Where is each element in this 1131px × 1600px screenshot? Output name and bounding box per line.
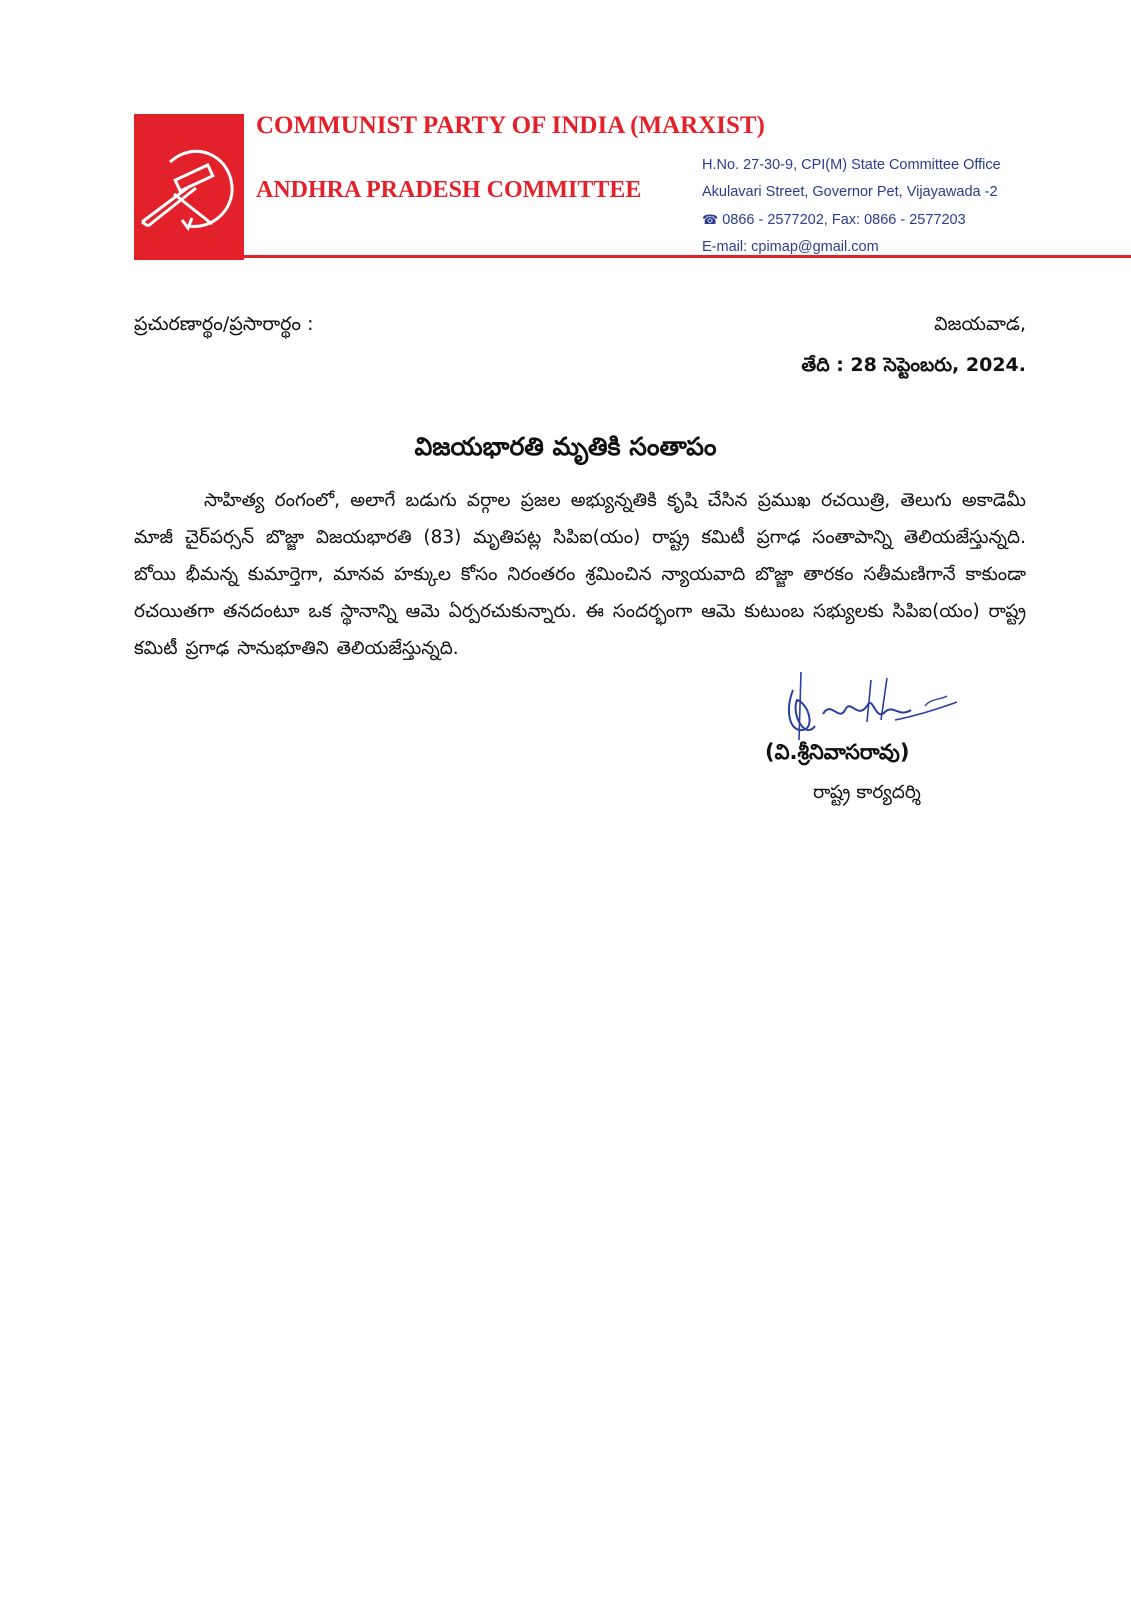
hammer-and-sickle-icon [134,114,244,260]
signer-name: (వి.శ్రీనివాసరావు) [765,740,910,764]
press-headline: విజయభారతి మృతికి సంతాపం [414,432,717,461]
letterhead [134,114,1024,260]
signer-title: రాష్ట్ర కార్యదర్శి [813,782,921,803]
party-logo [134,114,244,260]
signature-scribble [775,670,975,750]
phone-icon: ☎ [702,212,719,227]
city: విజయవాడ, [934,313,1026,335]
header-divider [244,255,1131,258]
press-body: సాహిత్య రంగంలో, అలాగే బడుగు వర్గాల ప్రజల అభ్యున్నతికి కృషి చేసిన ప్రముఖ రచయిత్రి, తెలుగు అకాడెమీ మాజీ చైర్‌పర్సన్ బొజ్జా విజయభారతి (83) మృతిపట్ల సిపిఐ(యం) రాష్ట్ర కమిటీ ప్రగాఢ సంతాపాన్ని తెలియజేస్తున్నది. బోయి భీమన్న కుమార్తెగా, మానవ హక్కుల కోసం నిరంతరం శ్రమించిన న్యాయవాది బొజ్జా తారకం సతీమణిగానే కాకుండా రచయితగా తనదంటూ ఒక స్థానాన్ని ఆమె ఏర్పరచుకున్నారు. ఈ సందర్భంగా ఆమె కుటుంబ సభ్యులకు సిపిఐ(యం) రాష్ట్ర కమిటీ ప్రగాఢ సానుభూతిని తెలియజేస్తున్నది. [134,490,1026,659]
email-line: E-mail: cpimap@gmail.com [702,239,879,255]
address-block [702,152,1032,261]
address-line-1: H.No. 27-30-9, CPI(M) State Committee Office [702,157,1001,173]
phone-line [702,206,1032,234]
org-name: COMMUNIST PARTY OF INDIA (MARXIST) [256,112,765,139]
address-line-2: Akulavari Street, Governor Pet, Vijayawada -2 [702,184,998,200]
publication-label: ప్రచురణార్థం/ప్రసారార్థం : [134,313,314,335]
committee-name: ANDHRA PRADESH COMMITTEE [256,177,642,203]
date: తేది : 28 సెప్టెంబరు, 2024. [801,354,1026,376]
phone-text: 0866 - 2577202, Fax: 0866 - 2577203 [722,212,966,228]
